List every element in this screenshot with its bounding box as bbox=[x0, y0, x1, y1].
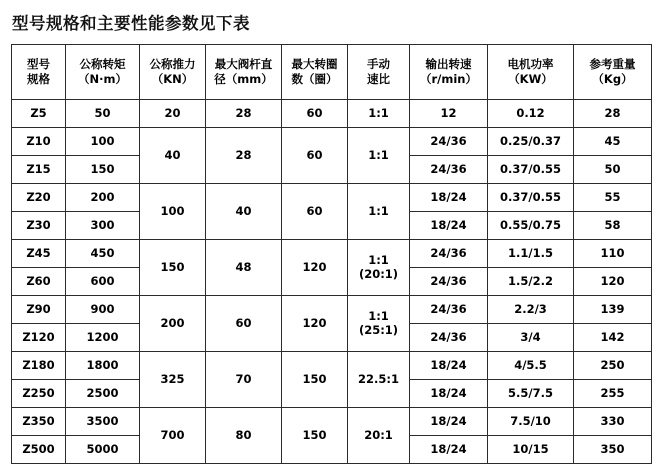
cell-motor-power: 7.5/10 bbox=[488, 407, 574, 435]
column-header-max-turns bbox=[282, 44, 348, 99]
cell-manual-ratio bbox=[348, 239, 410, 295]
cell-output-speed: 24/36 bbox=[410, 127, 488, 155]
cell-max-turns: 60 bbox=[282, 127, 348, 183]
cell-max-turns: 60 bbox=[282, 183, 348, 239]
column-header-thrust bbox=[140, 44, 206, 99]
cell-manual-ratio: 1:1 bbox=[348, 127, 410, 183]
table-row bbox=[12, 295, 652, 323]
specification-table bbox=[11, 44, 652, 464]
cell-model: Z120 bbox=[12, 323, 66, 351]
cell-weight: 45 bbox=[574, 127, 652, 155]
cell-weight: 58 bbox=[574, 211, 652, 239]
cell-manual-ratio: 1:1 bbox=[348, 183, 410, 239]
cell-max-turns: 120 bbox=[282, 295, 348, 351]
cell-model: Z90 bbox=[12, 295, 66, 323]
header-line-2: （KW） bbox=[508, 71, 553, 86]
cell-torque: 150 bbox=[66, 155, 140, 183]
ratio-line-2: (25:1) bbox=[358, 323, 399, 338]
cell-output-speed: 18/24 bbox=[410, 435, 488, 463]
cell-motor-power: 3/4 bbox=[488, 323, 574, 351]
cell-output-speed: 18/24 bbox=[410, 183, 488, 211]
table-row bbox=[12, 351, 652, 379]
cell-torque: 600 bbox=[66, 267, 140, 295]
cell-model: Z45 bbox=[12, 239, 66, 267]
cell-stem-diameter: 70 bbox=[206, 351, 282, 407]
cell-thrust: 325 bbox=[140, 351, 206, 407]
header-line-1: 电机功率 bbox=[507, 57, 554, 72]
header-line-2: 数（圈） bbox=[291, 71, 338, 86]
table-row bbox=[12, 183, 652, 211]
header-line-1: 手动 bbox=[367, 57, 390, 72]
table-row bbox=[12, 407, 652, 435]
cell-motor-power: 1.5/2.2 bbox=[488, 267, 574, 295]
cell-motor-power: 0.25/0.37 bbox=[488, 127, 574, 155]
column-header-weight bbox=[574, 44, 652, 99]
cell-weight: 255 bbox=[574, 379, 652, 407]
table-row bbox=[12, 99, 652, 127]
table-row bbox=[12, 239, 652, 267]
cell-thrust: 700 bbox=[140, 407, 206, 463]
cell-output-speed: 24/36 bbox=[410, 295, 488, 323]
cell-stem-diameter: 28 bbox=[206, 127, 282, 183]
cell-weight: 55 bbox=[574, 183, 652, 211]
cell-output-speed: 12 bbox=[410, 99, 488, 127]
column-header-model bbox=[12, 44, 66, 99]
cell-torque: 200 bbox=[66, 183, 140, 211]
cell-max-turns: 120 bbox=[282, 239, 348, 295]
header-line-2: （KN） bbox=[151, 71, 194, 86]
column-header-torque bbox=[66, 44, 140, 99]
cell-torque: 3500 bbox=[66, 407, 140, 435]
cell-torque: 900 bbox=[66, 295, 140, 323]
cell-output-speed: 24/36 bbox=[410, 239, 488, 267]
cell-max-turns: 60 bbox=[282, 99, 348, 127]
cell-model: Z60 bbox=[12, 267, 66, 295]
table-row bbox=[12, 127, 652, 155]
cell-stem-diameter: 60 bbox=[206, 295, 282, 351]
cell-torque: 1200 bbox=[66, 323, 140, 351]
cell-torque: 450 bbox=[66, 239, 140, 267]
cell-model: Z5 bbox=[12, 99, 66, 127]
cell-motor-power: 0.37/0.55 bbox=[488, 183, 574, 211]
cell-thrust: 20 bbox=[140, 99, 206, 127]
cell-output-speed: 18/24 bbox=[410, 379, 488, 407]
cell-output-speed: 18/24 bbox=[410, 351, 488, 379]
cell-stem-diameter: 40 bbox=[206, 183, 282, 239]
header-line-1: 最大转圈 bbox=[291, 57, 338, 72]
cell-weight: 120 bbox=[574, 267, 652, 295]
page-title: 型号规格和主要性能参数见下表 bbox=[12, 14, 250, 33]
column-header-output-speed bbox=[410, 44, 488, 99]
cell-thrust: 100 bbox=[140, 183, 206, 239]
cell-model: Z350 bbox=[12, 407, 66, 435]
cell-torque: 5000 bbox=[66, 435, 140, 463]
cell-model: Z500 bbox=[12, 435, 66, 463]
cell-stem-diameter: 28 bbox=[206, 99, 282, 127]
cell-motor-power: 0.37/0.55 bbox=[488, 155, 574, 183]
cell-thrust: 200 bbox=[140, 295, 206, 351]
cell-motor-power: 10/15 bbox=[488, 435, 574, 463]
cell-motor-power: 0.55/0.75 bbox=[488, 211, 574, 239]
cell-manual-ratio bbox=[348, 295, 410, 351]
cell-weight: 50 bbox=[574, 155, 652, 183]
cell-weight: 142 bbox=[574, 323, 652, 351]
ratio-line-1: 1:1 bbox=[368, 252, 389, 267]
cell-model: Z30 bbox=[12, 211, 66, 239]
cell-torque: 2500 bbox=[66, 379, 140, 407]
cell-max-turns: 150 bbox=[282, 407, 348, 463]
cell-motor-power: 4/5.5 bbox=[488, 351, 574, 379]
cell-output-speed: 24/36 bbox=[410, 155, 488, 183]
ratio-line-2: (20:1) bbox=[358, 267, 399, 282]
table-body bbox=[12, 99, 652, 463]
table-header bbox=[12, 44, 652, 99]
cell-torque: 50 bbox=[66, 99, 140, 127]
header-line-1: 输出转速 bbox=[425, 57, 472, 72]
cell-model: Z10 bbox=[12, 127, 66, 155]
cell-model: Z15 bbox=[12, 155, 66, 183]
cell-output-speed: 24/36 bbox=[410, 323, 488, 351]
column-header-motor-power bbox=[488, 44, 574, 99]
cell-weight: 28 bbox=[574, 99, 652, 127]
cell-manual-ratio: 20:1 bbox=[348, 407, 410, 463]
cell-motor-power: 5.5/7.5 bbox=[488, 379, 574, 407]
header-line-1: 公称推力 bbox=[149, 57, 196, 72]
cell-weight: 139 bbox=[574, 295, 652, 323]
cell-model: Z20 bbox=[12, 183, 66, 211]
header-line-1: 参考重量 bbox=[589, 57, 636, 72]
cell-model: Z180 bbox=[12, 351, 66, 379]
cell-manual-ratio: 22.5:1 bbox=[348, 351, 410, 407]
header-line-2: （r/min） bbox=[420, 71, 477, 86]
cell-model: Z250 bbox=[12, 379, 66, 407]
header-line-2: （N·m） bbox=[78, 71, 127, 86]
header-line-2: 规格 bbox=[27, 71, 50, 86]
cell-stem-diameter: 80 bbox=[206, 407, 282, 463]
cell-weight: 330 bbox=[574, 407, 652, 435]
cell-output-speed: 24/36 bbox=[410, 267, 488, 295]
cell-motor-power: 0.12 bbox=[488, 99, 574, 127]
cell-torque: 100 bbox=[66, 127, 140, 155]
column-header-stem-diameter bbox=[206, 44, 282, 99]
cell-motor-power: 1.1/1.5 bbox=[488, 239, 574, 267]
cell-output-speed: 18/24 bbox=[410, 407, 488, 435]
header-line-1: 型号 bbox=[27, 57, 50, 72]
cell-thrust: 40 bbox=[140, 127, 206, 183]
header-line-1: 公称转矩 bbox=[79, 57, 126, 72]
cell-weight: 110 bbox=[574, 239, 652, 267]
header-line-2: 径（mm） bbox=[214, 71, 273, 86]
cell-output-speed: 18/24 bbox=[410, 211, 488, 239]
header-line-2: （Kg） bbox=[592, 71, 633, 86]
header-line-2: 速比 bbox=[367, 71, 390, 86]
cell-max-turns: 150 bbox=[282, 351, 348, 407]
cell-stem-diameter: 48 bbox=[206, 239, 282, 295]
cell-torque: 300 bbox=[66, 211, 140, 239]
ratio-line-1: 1:1 bbox=[368, 308, 389, 323]
cell-weight: 250 bbox=[574, 351, 652, 379]
header-row bbox=[12, 44, 652, 99]
cell-thrust: 150 bbox=[140, 239, 206, 295]
cell-manual-ratio: 1:1 bbox=[348, 99, 410, 127]
header-line-1: 最大阀杆直 bbox=[214, 57, 273, 72]
cell-motor-power: 2.2/3 bbox=[488, 295, 574, 323]
column-header-manual-ratio bbox=[348, 44, 410, 99]
cell-weight: 350 bbox=[574, 435, 652, 463]
cell-torque: 1800 bbox=[66, 351, 140, 379]
